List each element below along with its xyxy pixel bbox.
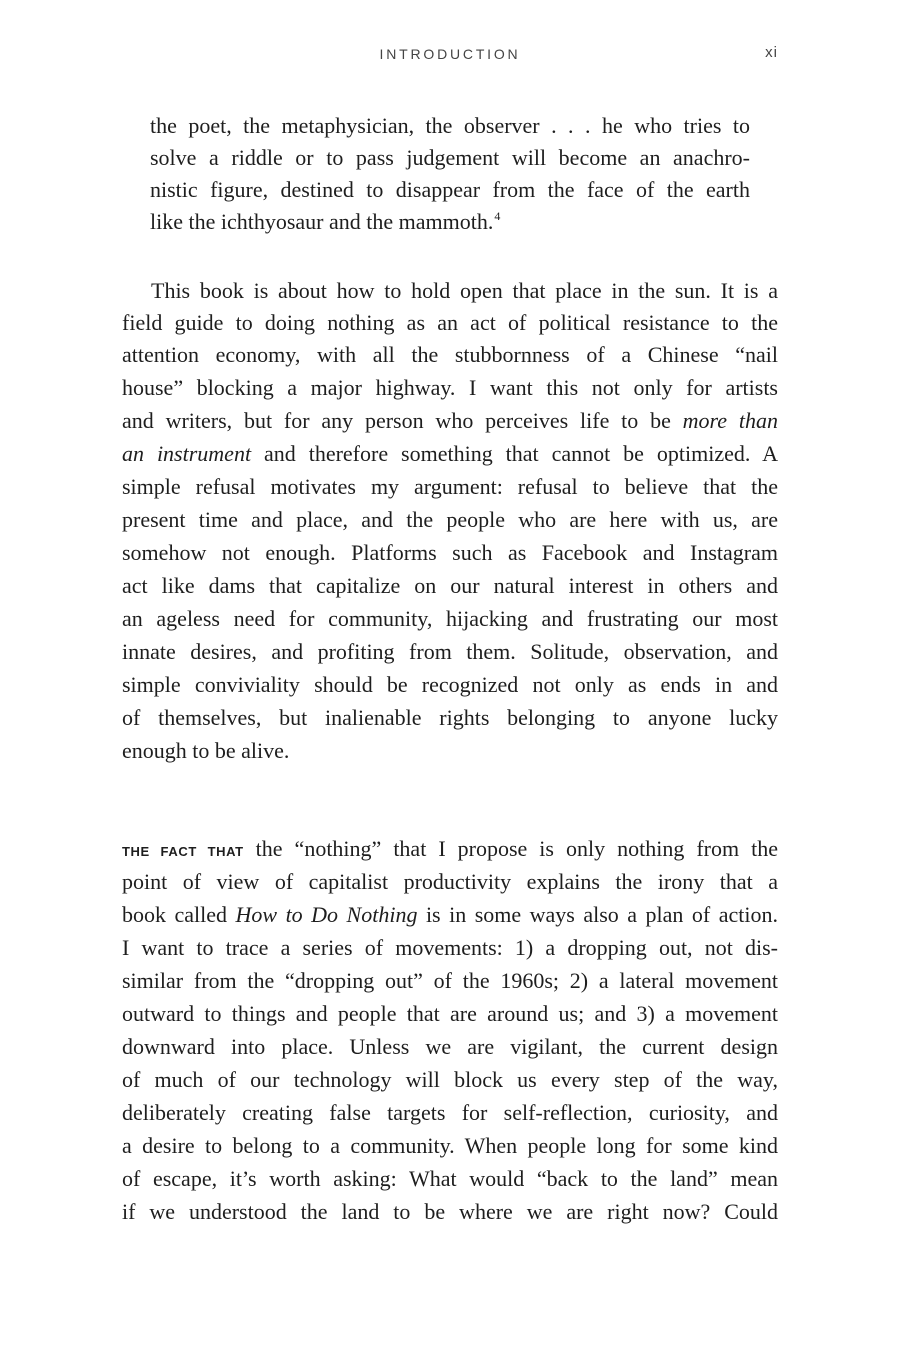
paragraph-line: of themselves, but inalienable rights belonging to anyone lucky xyxy=(122,705,778,730)
quote-line: nistic figure, destined to disappear from the face of the earth xyxy=(150,177,750,202)
page-number: xi xyxy=(765,44,778,61)
paragraph-line: downward into place. Unless we are vigilant, the current design xyxy=(122,1034,778,1059)
book-title: How to Do Nothing xyxy=(235,902,418,927)
text-run: book called xyxy=(122,902,236,927)
text-run: and therefore something that cannot be optimized. A xyxy=(251,441,778,466)
running-header xyxy=(0,44,900,66)
paragraph-line: if we understood the land to be where we are right now? Could xyxy=(122,1199,778,1224)
italic-run: an instrument xyxy=(122,441,252,466)
quote-line: the poet, the metaphysician, the observer . . . he who tries to xyxy=(150,113,750,138)
paragraph-line: present time and place, and the people who are here with us, are xyxy=(122,507,778,532)
paragraph-line: deliberately creating false targets for self-reflection, curiosity, and xyxy=(122,1100,778,1125)
text-run: is in some ways also a plan of action. xyxy=(417,902,778,927)
paragraph-line: innate desires, and profiting from them. Solitude, observation, and xyxy=(122,639,778,664)
paragraph-line: attention economy, with all the stubbornness of a Chinese “nail xyxy=(122,342,778,367)
paragraph-line: of much of our technology will block us every step of the way, xyxy=(122,1067,778,1092)
paragraph-line: This book is about how to hold open that place in the sun. It is a xyxy=(151,278,778,303)
italic-run: more than xyxy=(682,408,778,433)
paragraph-line: an ageless need for community, hijacking and frustrating our most xyxy=(122,606,778,631)
text-run: and writers, but for any person who perceives life to be xyxy=(122,408,683,433)
paragraph-line: somehow not enough. Platforms such as Facebook and Instagram xyxy=(122,540,778,565)
paragraph-line: of escape, it’s worth asking: What would “back to the land” mean xyxy=(122,1166,778,1191)
paragraph-line: house” blocking a major highway. I want this not only for artists xyxy=(122,375,778,400)
paragraph-line: act like dams that capitalize on our natural interest in others and xyxy=(122,573,778,598)
paragraph-line: enough to be alive. xyxy=(122,738,290,763)
paragraph-line: I want to trace a series of movements: 1) a dropping out, not dis- xyxy=(122,935,778,960)
paragraph-line xyxy=(122,832,778,865)
quote-line-text: like the ichthyosaur and the mammoth. xyxy=(150,209,494,234)
footnote-reference[interactable]: 4 xyxy=(494,209,501,223)
paragraph-line: similar from the “dropping out” of the 1960s; 2) a lateral movement xyxy=(122,968,778,993)
paragraph-line xyxy=(122,404,778,437)
paragraph-line: point of view of capitalist productivity explains the irony that a xyxy=(122,869,778,894)
quote-line-last xyxy=(150,205,750,238)
paragraph-line: simple refusal motivates my argument: refusal to believe that the xyxy=(122,474,778,499)
small-caps-lead-in: THE FACT THAT xyxy=(122,844,244,859)
running-title: INTRODUCTION xyxy=(379,46,521,62)
text-run: the “nothing” that I propose is only nothing from the xyxy=(243,836,778,861)
quote-line: solve a riddle or to pass judgement will become an anachro- xyxy=(150,145,750,170)
paragraph-line: a desire to belong to a community. When people long for some kind xyxy=(122,1133,778,1158)
paragraph-line: field guide to doing nothing as an act of political resistance to the xyxy=(122,310,778,335)
paragraph-line: simple conviviality should be recognized not only as ends in and xyxy=(122,672,778,697)
paragraph-line xyxy=(122,437,778,470)
paragraph-line: outward to things and people that are around us; and 3) a movement xyxy=(122,1001,778,1026)
paragraph-line xyxy=(122,898,778,931)
